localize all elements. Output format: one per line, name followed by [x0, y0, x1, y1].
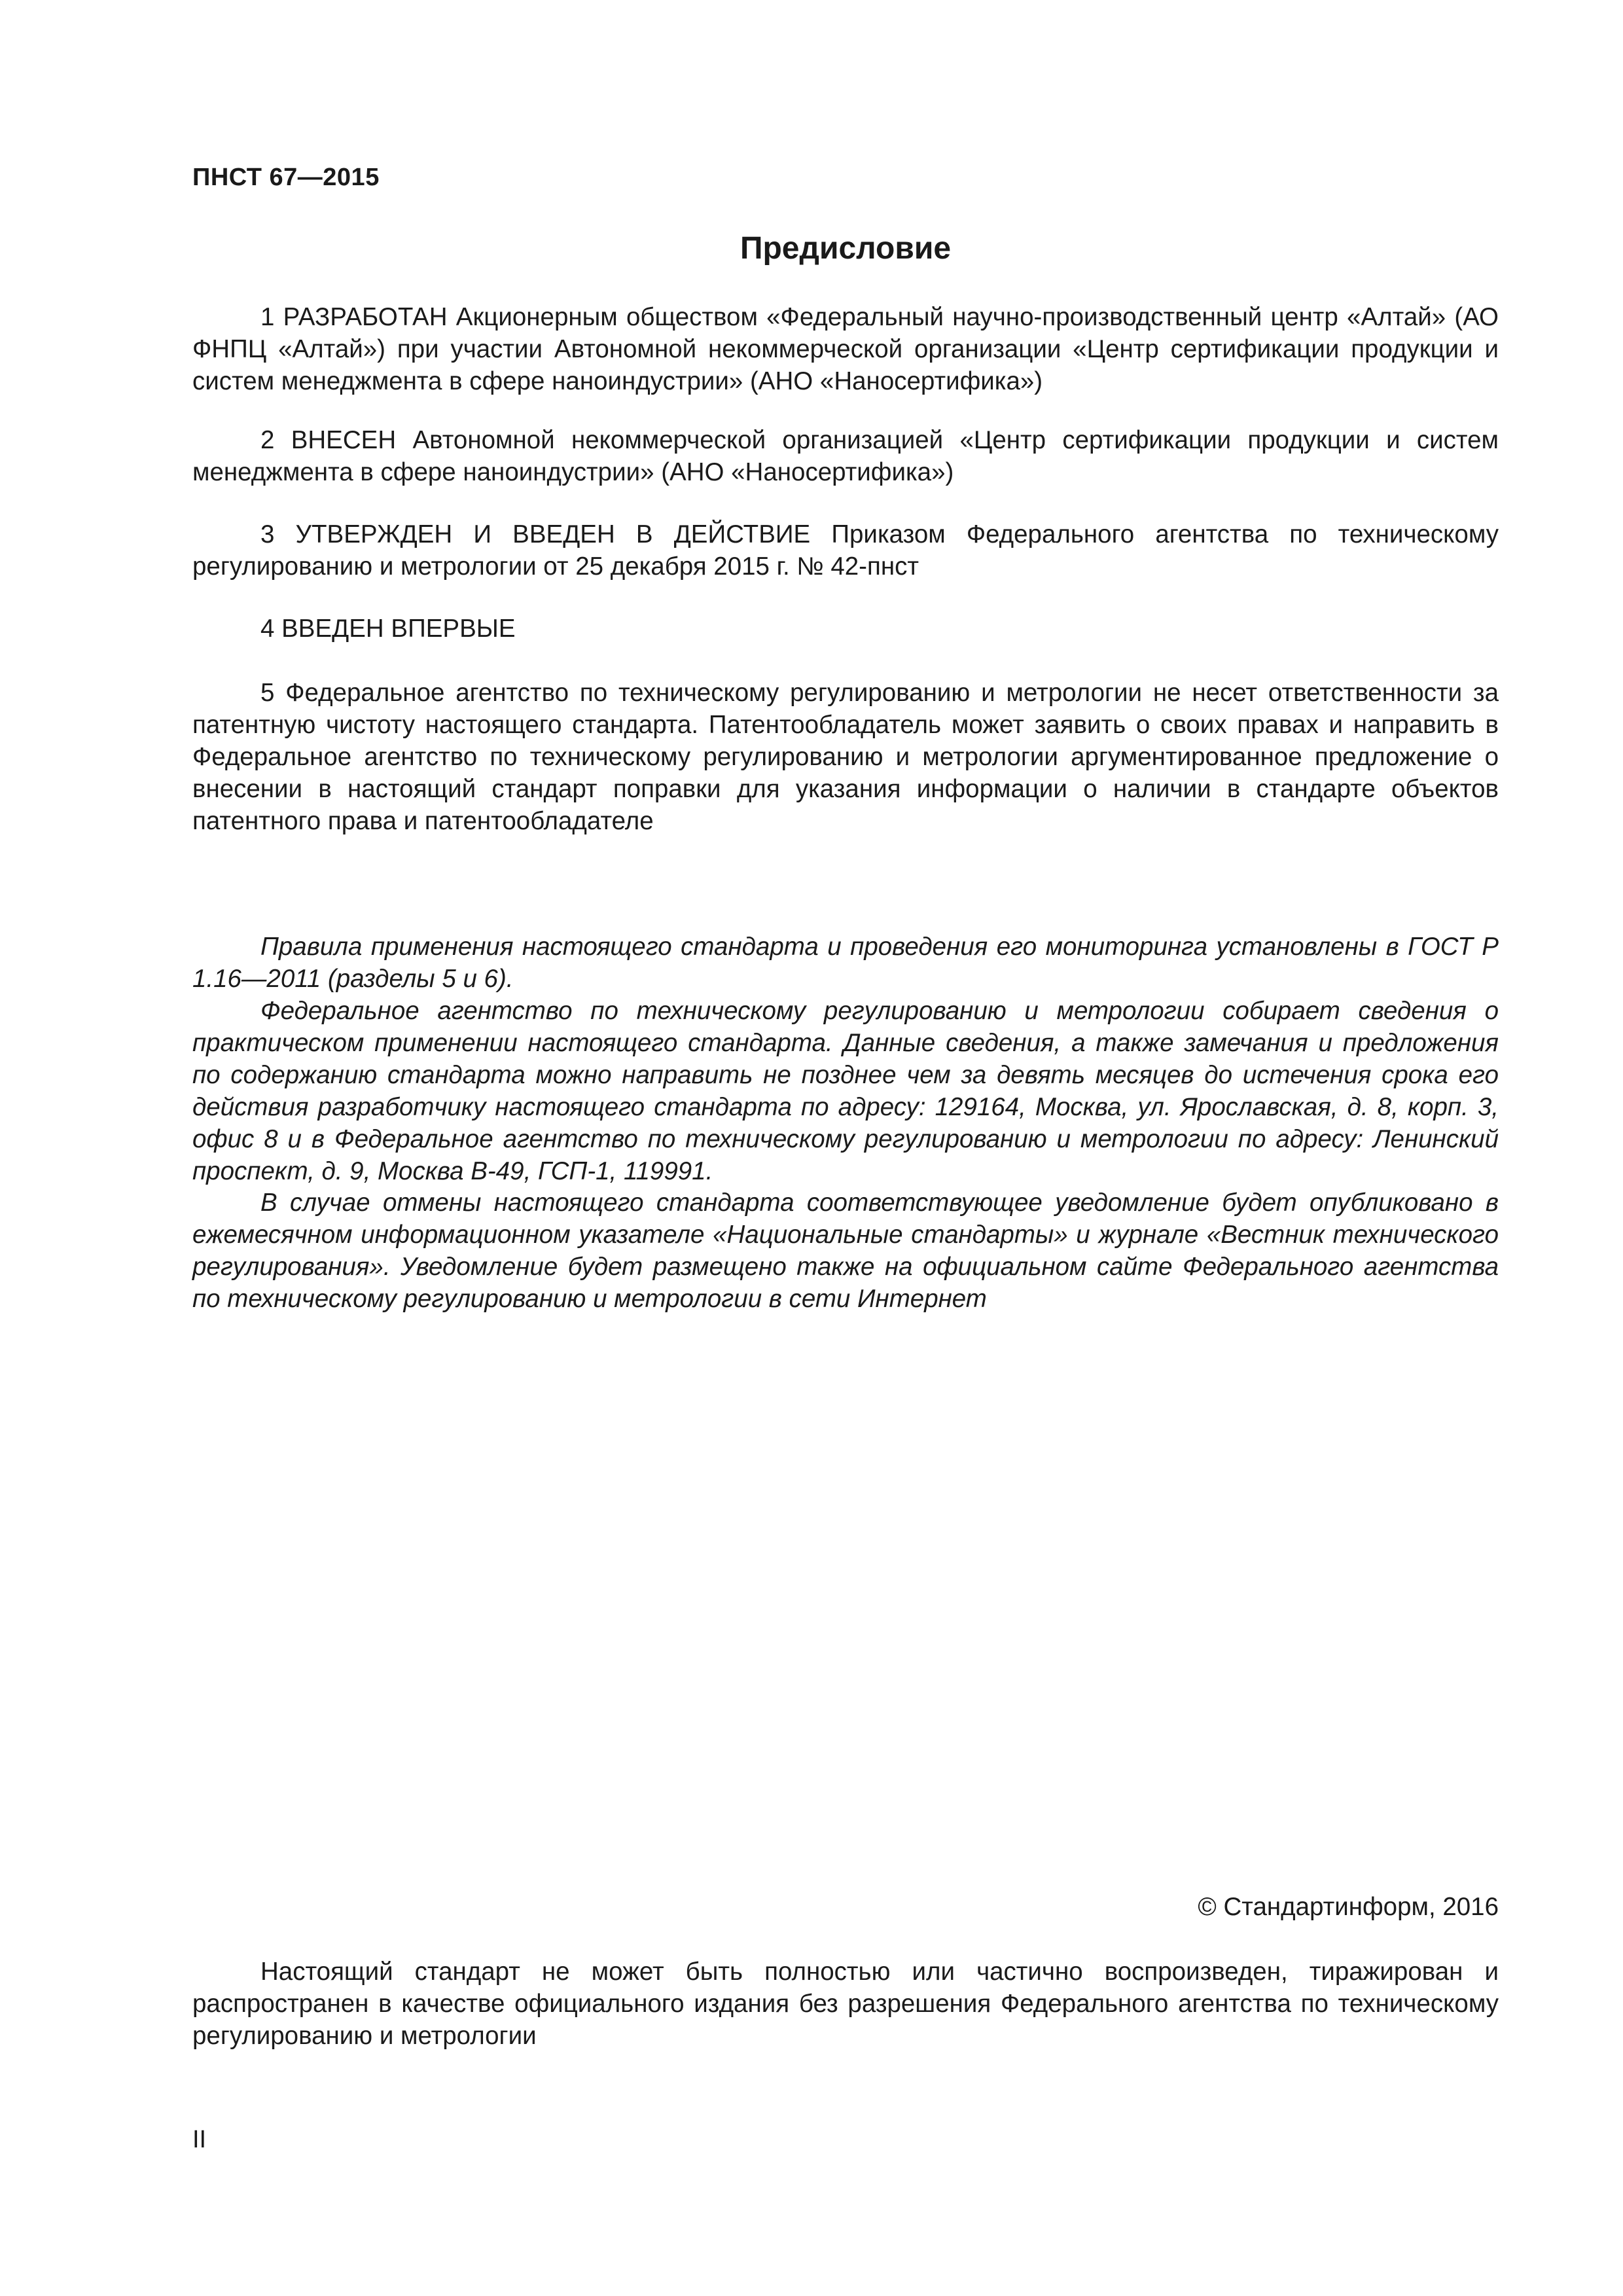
copyright-line: © Стандартинформ, 2016 — [1198, 1893, 1499, 1921]
foreword-item-5: 5 Федеральное агентство по техническому регулированию и метрологии не несет ответственности за патентную чистоту настоящего стандарта. Патентообладатель может заявить о своих правах и направить в Федеральное агентство по техническому регулированию и метрологии аргументированное предложение о внесении в настоящий стандарт поправки для указания информации о наличии в стандарте объектов патентного права и патентообладателе — [192, 679, 1499, 835]
foreword-item-2: 2 ВНЕСЕН Автономной некоммерческой организацией «Центр сертификации продукции и систем менеджмента в сфере наноиндустрии» (АНО «Наносертифика») — [192, 426, 1499, 486]
notice-application-rules: Правила применения настоящего стандарта и проведения его мониторинга установлены в ГОСТ Р 1.16—2011 (разделы 5 и 6). — [192, 933, 1499, 993]
page-number: II — [192, 2126, 207, 2153]
reproduction-restriction: Настоящий стандарт не может быть полностью или частично воспроизведен, тиражирован и распространен в качестве официального издания без разрешения Федерального агентства по техническому регулированию и метрологии — [192, 1958, 1499, 2050]
foreword-item-1: 1 РАЗРАБОТАН Акционерным обществом «Федеральный научно-производственный центр «Алтай» (АО ФНПЦ «Алтай») при участии Автономной некоммерческой организации «Центр сертификации продукции и систем менеджмента в сфере наноиндустрии» (АНО «Наносертифика») — [192, 303, 1499, 395]
notice-feedback: Федеральное агентство по техническому регулированию и метрологии собирает сведения о практическом применении настоящего стандарта. Данные сведения, а также замечания и предложения по содержанию стандарта можно направить не позднее чем за девять месяцев до истечения срока его действия разработчику настоящего стандарта по адресу: 129164, Москва, ул. Ярославская, д. 8, корп. 3, офис 8 и в Федеральное агентство по техническому регулированию и метрологии по адресу: Ленинский проспект, д. 9, Москва В-49, ГСП-1, 119991. — [192, 997, 1499, 1185]
foreword-item-4: 4 ВВЕДЕН ВПЕРВЫЕ — [260, 615, 516, 643]
notice-cancellation: В случае отмены настоящего стандарта соответствующее уведомление будет опубликовано в ежемесячном информационном указателе «Национальные стандарты» и журнале «Вестник технического регулирования». Уведомление будет размещено также на официальном сайте Федерального агентства по техническому регулированию и метрологии в сети Интернет — [192, 1189, 1499, 1313]
page-title: Предисловие — [740, 231, 952, 266]
foreword-item-3: 3 УТВЕРЖДЕН И ВВЕДЕН В ДЕЙСТВИЕ Приказом Федерального агентства по техническому регулированию и метрологии от 25 декабря 2015 г. № 42-пнст — [192, 520, 1499, 581]
document-code: ПНСТ 67—2015 — [192, 164, 380, 191]
